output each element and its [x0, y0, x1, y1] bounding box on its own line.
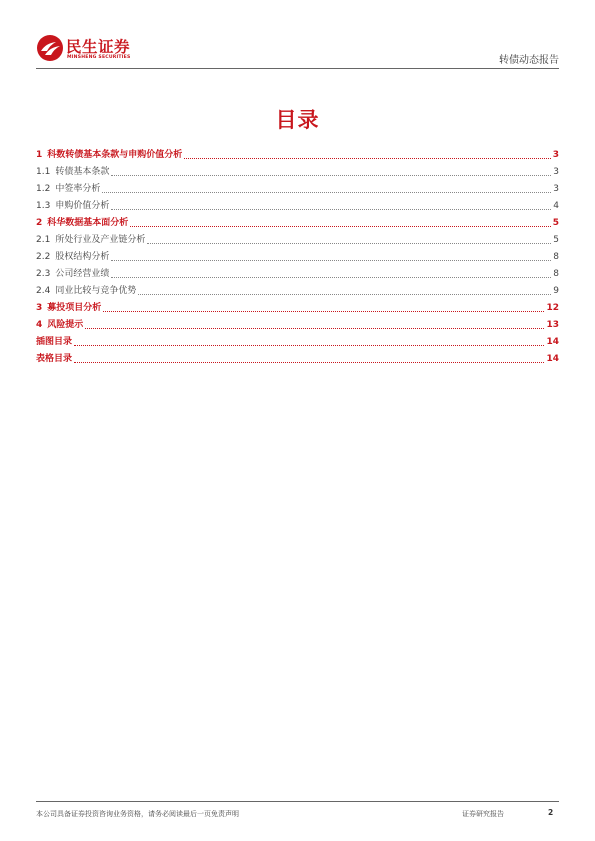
toc-entry-page: 13 — [546, 320, 559, 330]
toc-entry-label — [36, 184, 102, 195]
toc-dot-leader — [184, 158, 550, 159]
toc-entry-text: 转债基本条款 — [55, 167, 110, 177]
toc-entry-label — [36, 303, 103, 314]
page-number: 2 — [548, 808, 554, 817]
toc-dot-leader — [111, 277, 551, 278]
toc-entry-page: 3 — [552, 150, 559, 160]
toc-entry-number: 1.2 — [36, 184, 51, 194]
toc-entry-page: 5 — [552, 218, 559, 228]
toc-dot-leader — [147, 243, 551, 244]
toc-entry-text: 风险提示 — [47, 320, 84, 330]
toc-entry-text: 插图目录 — [36, 337, 73, 347]
toc-entry[interactable] — [36, 280, 559, 297]
toc-entry-label — [36, 337, 74, 348]
toc-entry[interactable] — [36, 212, 559, 229]
company-logo — [36, 34, 176, 64]
toc-entry-page: 12 — [546, 303, 559, 313]
toc-entry-number: 2.3 — [36, 269, 51, 279]
toc-entry-label — [36, 286, 138, 297]
toc-entry-number: 2.4 — [36, 286, 51, 296]
toc-entry-label — [36, 235, 147, 246]
toc-entry-page: 4 — [553, 201, 559, 211]
toc-entry-text: 申购价值分析 — [55, 201, 110, 211]
toc-dot-leader — [111, 175, 551, 176]
toc-dot-leader — [74, 362, 544, 363]
toc-entry-label — [36, 252, 111, 263]
toc-entry-page: 8 — [553, 269, 559, 279]
toc-entry[interactable] — [36, 144, 559, 161]
toc-entry-number: 2.2 — [36, 252, 51, 262]
toc-entry[interactable] — [36, 297, 559, 314]
toc-entry-text: 科华数据基本面分析 — [47, 218, 129, 228]
toc-entry-page: 14 — [546, 354, 559, 364]
toc-dot-leader — [103, 311, 544, 312]
toc-entry[interactable] — [36, 229, 559, 246]
footer-category: 证券研究报告 — [462, 810, 504, 818]
toc-dot-leader — [85, 328, 544, 329]
toc-entry-number: 1 — [36, 150, 43, 160]
page-title: 目录 — [275, 108, 320, 132]
toc-entry-number: 3 — [36, 303, 43, 313]
toc-entry[interactable] — [36, 178, 559, 195]
toc-entry-label — [36, 218, 130, 229]
footer-disclaimer: 本公司具备证券投资咨询业务资格，请务必阅读最后一页免责声明 — [36, 810, 239, 818]
toc-entry-label — [36, 320, 85, 331]
logo-english-name: MINSHENG SECURITIES — [67, 55, 131, 60]
toc-entry[interactable] — [36, 195, 559, 212]
toc-entry-number: 1.1 — [36, 167, 51, 177]
toc-entry-label — [36, 354, 74, 365]
toc-entry-label — [36, 167, 111, 178]
footer-divider — [36, 801, 559, 802]
toc-entry[interactable] — [36, 314, 559, 331]
toc-entry-page: 14 — [546, 337, 559, 347]
toc-entry[interactable] — [36, 331, 559, 348]
toc-entry-page: 3 — [553, 184, 559, 194]
header-divider — [36, 68, 559, 69]
toc-entry-text: 股权结构分析 — [55, 252, 110, 262]
toc-entry-text: 公司经营业绩 — [55, 269, 110, 279]
toc-entry[interactable] — [36, 348, 559, 365]
minsheng-logo-icon — [36, 34, 64, 62]
page-header — [36, 30, 559, 68]
toc-entry[interactable] — [36, 161, 559, 178]
toc-entry-text: 募投项目分析 — [47, 303, 102, 313]
toc-dot-leader — [102, 192, 551, 193]
toc-entry-label — [36, 150, 184, 161]
toc-entry-page: 3 — [553, 167, 559, 177]
toc-entry[interactable] — [36, 263, 559, 280]
toc-dot-leader — [130, 226, 550, 227]
toc-entry-text: 中签率分析 — [55, 184, 101, 194]
toc-entry-text: 所处行业及产业链分析 — [55, 235, 146, 245]
toc-dot-leader — [74, 345, 544, 346]
toc-entry-page: 5 — [553, 235, 559, 245]
toc-dot-leader — [111, 209, 551, 210]
toc-entry-number: 2 — [36, 218, 43, 228]
toc-entry-text: 科数转债基本条款与申购价值分析 — [47, 150, 183, 160]
toc-entry-text: 同业比较与竞争优势 — [55, 286, 137, 296]
toc-entry-text: 表格目录 — [36, 354, 73, 364]
toc-dot-leader — [138, 294, 551, 295]
toc-entry-number: 4 — [36, 320, 43, 330]
toc-entry-number: 1.3 — [36, 201, 51, 211]
toc-entry[interactable] — [36, 246, 559, 263]
toc-dot-leader — [111, 260, 551, 261]
toc-entry-label — [36, 269, 111, 280]
toc-entry-page: 9 — [553, 286, 559, 296]
toc-entry-page: 8 — [553, 252, 559, 262]
table-of-contents — [36, 144, 559, 365]
toc-entry-label — [36, 201, 111, 212]
toc-entry-number: 2.1 — [36, 235, 51, 245]
report-type-label: 转债动态报告 — [499, 55, 559, 66]
logo-chinese-name: 民生证券 — [66, 38, 131, 56]
